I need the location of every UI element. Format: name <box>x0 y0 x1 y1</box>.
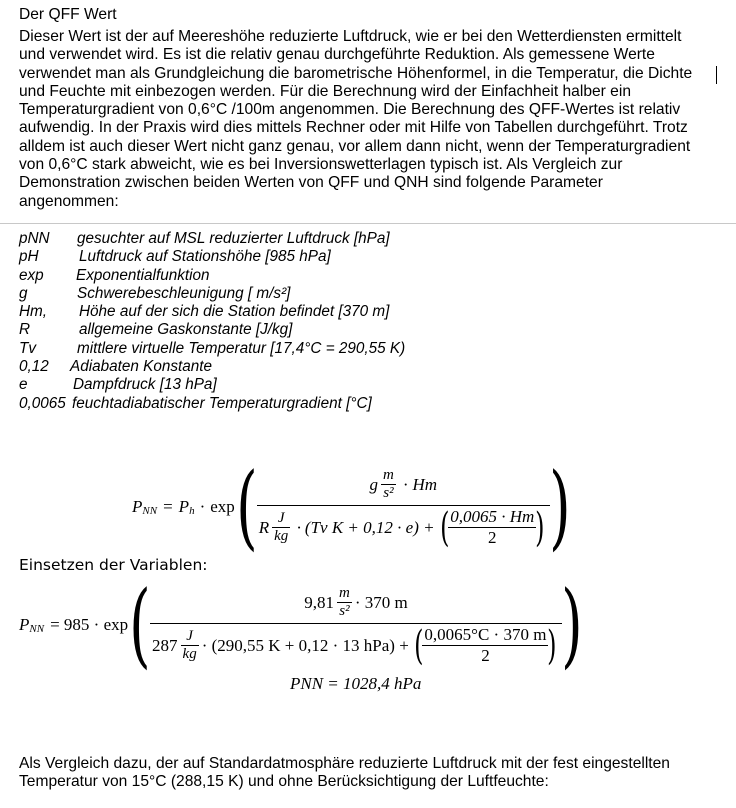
intro-line: von 0,6°C stark abweicht, wie es bei Inversionswetterlagen typisch ist. Als Vergleich zur <box>19 156 623 174</box>
parameter-symbol: Tv <box>19 339 36 357</box>
parameter-description: Exponentialfunktion <box>76 266 210 284</box>
parameter-description: gesuchter auf MSL reduzierter Luftdruck [hPa] <box>77 230 390 247</box>
formula-qff-substituted: P NN = 985 · exp ( 9,81 $\frac{m}{\text{s²}}$ · 370 m 287 $\frac{J}{kg}$ · (290,55 K + 0,12 · 13 hPa) + ( $\frac{0,0065^\circ C \cdot 370 m}{2}$ ) ) <box>19 571 583 678</box>
formula2-num-tail: · 370 m <box>354 592 408 612</box>
formula2-lhs-sub: NN <box>29 623 45 635</box>
formula-grad-num: 0,0065 · Hm <box>450 507 535 526</box>
intro-line: aufwendig. In der Praxis wird dies mittels Rechner oder mit Hilfe von Tabellen durchgeführt. Trotz <box>19 119 688 137</box>
formula2-kg: kg <box>182 646 197 662</box>
parameter-description: feuchtadiabatischer Temperaturgradient [°C] <box>72 394 372 412</box>
formula-s2: s² <box>383 485 394 501</box>
formula-exp: exp <box>210 497 235 516</box>
formula-r: R <box>258 517 270 537</box>
parameter-description: mittlere virtuelle Temperatur [17,4°C = 290,55 K) <box>77 339 406 357</box>
intro-line: Demonstration zwischen beiden Werten von QFF und QNH sind folgende Parameter <box>19 174 603 192</box>
formula-result: PNN = 1028,4 hPa <box>290 674 422 693</box>
formula-lhs: P <box>132 497 143 516</box>
parameter-symbol: exp <box>19 266 44 284</box>
formula2-den-middle: · (290,55 K + 0,12 · 13 hPa) + <box>201 635 409 655</box>
parameter-description: Höhe auf der sich die Station befindet [370 m] <box>79 303 390 321</box>
formula2-j: J <box>186 628 193 644</box>
section-title: Der QFF Wert <box>19 6 117 23</box>
formula2-g-value: 9,81 <box>304 592 335 612</box>
intro-line: und Feuchte mit einbezogen werden. Für die Berechnung wird der Einfachheit halber ein <box>19 82 631 100</box>
parameter-description: Luftdruck auf Stationshöhe [985 hPa] <box>79 248 331 266</box>
parameter-symbol: pNN <box>19 230 50 247</box>
formula2-s2: s² <box>339 603 350 619</box>
formula-ph: P <box>178 497 190 516</box>
formula-den-middle: (Tv K + 0,12 · e) + <box>304 517 435 537</box>
parameter-symbol: pH <box>19 248 39 266</box>
parameter-symbol: e <box>19 376 28 394</box>
parameter-description: Schwerebeschleunigung [ m/s²] <box>77 284 291 302</box>
intro-line: alldem ist auch dieser Wert nicht ganz genau, vor allem dann nicht, wenn der Temperaturgradient <box>19 137 691 155</box>
formula-two: 2 <box>487 528 497 547</box>
formula2-grad-num: 0,0065°C · 370 m <box>424 625 547 644</box>
closing-line: Temperatur von 15°C (288,15 K) und ohne Berücksichtigung der Luftfeuchte: <box>19 773 549 791</box>
intro-line: angenommen: <box>19 192 119 210</box>
text-cursor <box>716 66 717 84</box>
parameter-symbol: Hm, <box>19 303 48 321</box>
formula-kg: kg <box>274 528 289 544</box>
formula-g: g <box>369 474 378 494</box>
intro-line: verwendet man als Grundgleichung die barometrische Höhenformel, in die Temperatur, die Dichte <box>19 64 693 82</box>
parameter-symbol: R <box>19 321 31 339</box>
parameter-symbol: 0,12 <box>19 358 49 376</box>
formula-j: J <box>277 510 285 526</box>
formula-hm: Hm <box>412 474 438 494</box>
intro-line: Temperaturgradient von 0,6°C /100m angenommen. Die Berechnung des QFF-Wertes ist relativ <box>19 101 681 119</box>
formula2-r-value: 287 <box>152 635 178 655</box>
intro-line: Dieser Wert ist der auf Meereshöhe reduzierte Luftdruck, wie er bei den Wetterdiensten ermittelt <box>19 28 682 45</box>
formula2-m: m <box>339 585 350 601</box>
closing-line: Als Vergleich dazu, der auf Standardatmosphäre reduzierte Luftdruck mit der fest eingestellten <box>19 755 670 772</box>
closing-paragraph <box>19 755 670 792</box>
formula2-lhs: P <box>19 615 30 634</box>
page-divider <box>0 223 736 224</box>
formula2-rhs-start: = 985 · exp <box>50 615 129 634</box>
substitution-heading: Einsetzen der Variablen: <box>19 556 208 574</box>
parameter-symbol: g <box>19 284 28 302</box>
intro-paragraph <box>19 28 725 211</box>
formula-lhs-sub: NN <box>142 505 158 517</box>
formula-qff-general: P NN = P h · exp ( g $\frac{m}{\text{s²}}$ · Hm R $\frac{J}{kg}$ · (Tv K + 0,12 · e) + ( $\frac{0,0065 \cdot Hm}{2}$ ) ) <box>132 453 571 560</box>
parameter-description: Dampfdruck [13 hPa] <box>73 376 217 394</box>
formula-ph-sub: h <box>189 505 195 517</box>
parameter-description: allgemeine Gaskonstante [J/kg] <box>79 321 293 339</box>
formula-m: m <box>382 467 394 483</box>
formula2-two: 2 <box>481 646 490 665</box>
parameter-description: Adiabaten Konstante <box>70 358 213 376</box>
intro-line: und verwendet wird. Es ist die relativ genau durchgeführte Reduktion. Als gemessene Werte <box>19 46 655 64</box>
parameter-symbol: 0,0065 <box>19 394 66 412</box>
